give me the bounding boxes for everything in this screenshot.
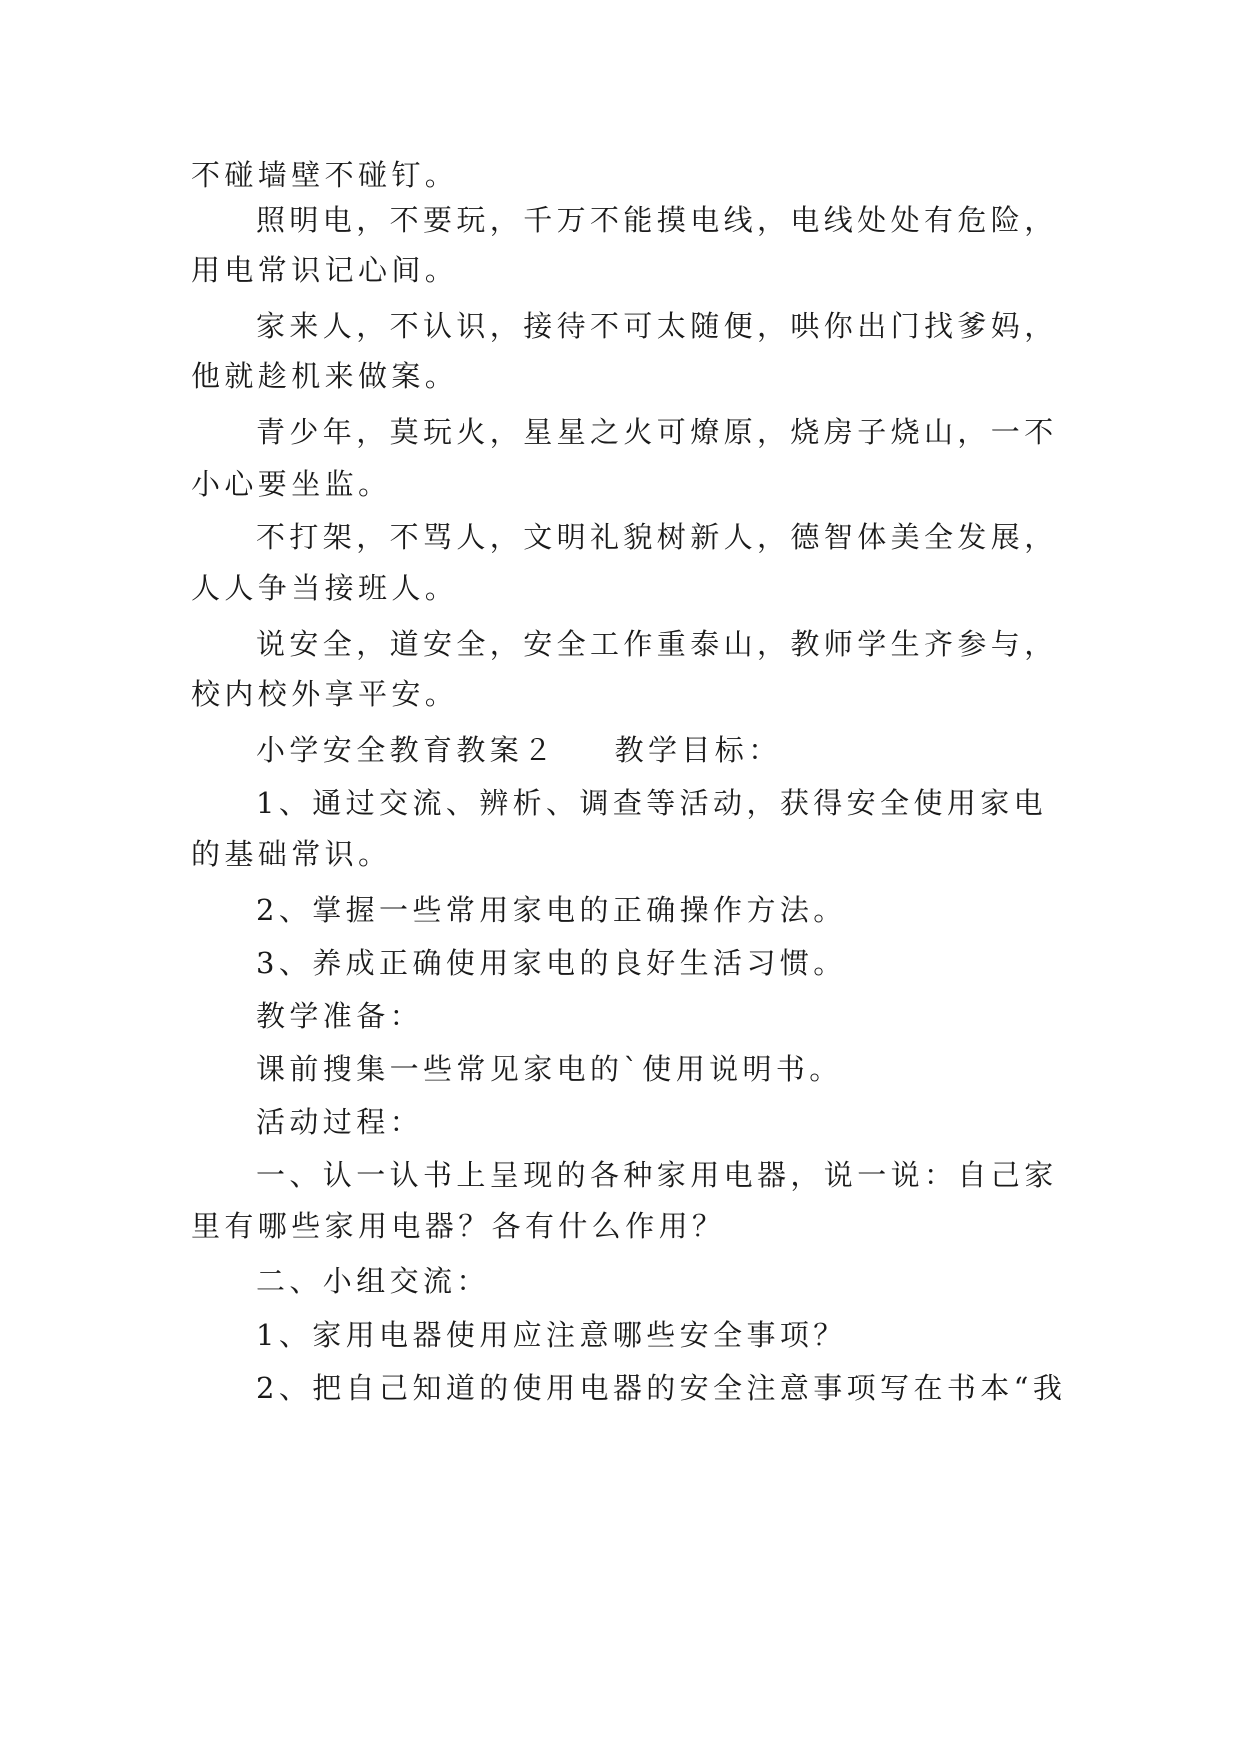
text-line: 校内校外享平安。 <box>191 677 459 711</box>
text-line: 照明电，不要玩，千万不能摸电线，电线处处有危险， <box>256 203 1058 237</box>
text-line: 青少年，莫玩火，星星之火可燎原，烧房子烧山，一不 <box>256 415 1058 449</box>
text-line: 用电常识记心间。 <box>191 253 459 287</box>
text-line: 一、认一认书上呈现的各种家用电器，说一说：自己家 <box>256 1158 1058 1192</box>
section-heading: 教学目标： <box>614 733 782 767</box>
section-heading: 二、小组交流： <box>256 1264 490 1298</box>
text-line: 他就趁机来做案。 <box>191 359 459 393</box>
text-line: 课前搜集一些常见家电的`使用说明书。 <box>256 1052 843 1086</box>
heading-line <box>256 730 782 770</box>
text-line: 1、通过交流、辨析、调查等活动，获得安全使用家电 <box>256 786 1048 820</box>
text-line: 2、把自己知道的使用电器的安全注意事项写在书本“我 <box>256 1371 1067 1405</box>
text-line: 说安全，道安全，安全工作重泰山，教师学生齐参与， <box>256 627 1058 661</box>
text-line: 小心要坐监。 <box>191 467 392 501</box>
text-line: 不打架，不骂人，文明礼貌树新人，德智体美全发展， <box>256 520 1058 554</box>
text-line: 2、掌握一些常用家电的正确操作方法。 <box>256 893 847 927</box>
text-line: 里有哪些家用电器？各有什么作用？ <box>191 1209 726 1243</box>
section-heading: 教学准备： <box>256 999 424 1033</box>
text-line: 人人争当接班人。 <box>191 571 459 605</box>
text-line: 家来人，不认识，接待不可太随便，哄你出门找爹妈， <box>256 309 1058 343</box>
lesson-title: 小学安全教育教案２ <box>256 733 557 767</box>
text-line: 不碰墙壁不碰钉。 <box>191 158 459 192</box>
text-line: 1、家用电器使用应注意哪些安全事项？ <box>256 1318 847 1352</box>
text-line: 的基础常识。 <box>191 837 392 871</box>
section-heading: 活动过程： <box>256 1105 424 1139</box>
text-line: 3、养成正确使用家电的良好生活习惯。 <box>256 946 847 980</box>
